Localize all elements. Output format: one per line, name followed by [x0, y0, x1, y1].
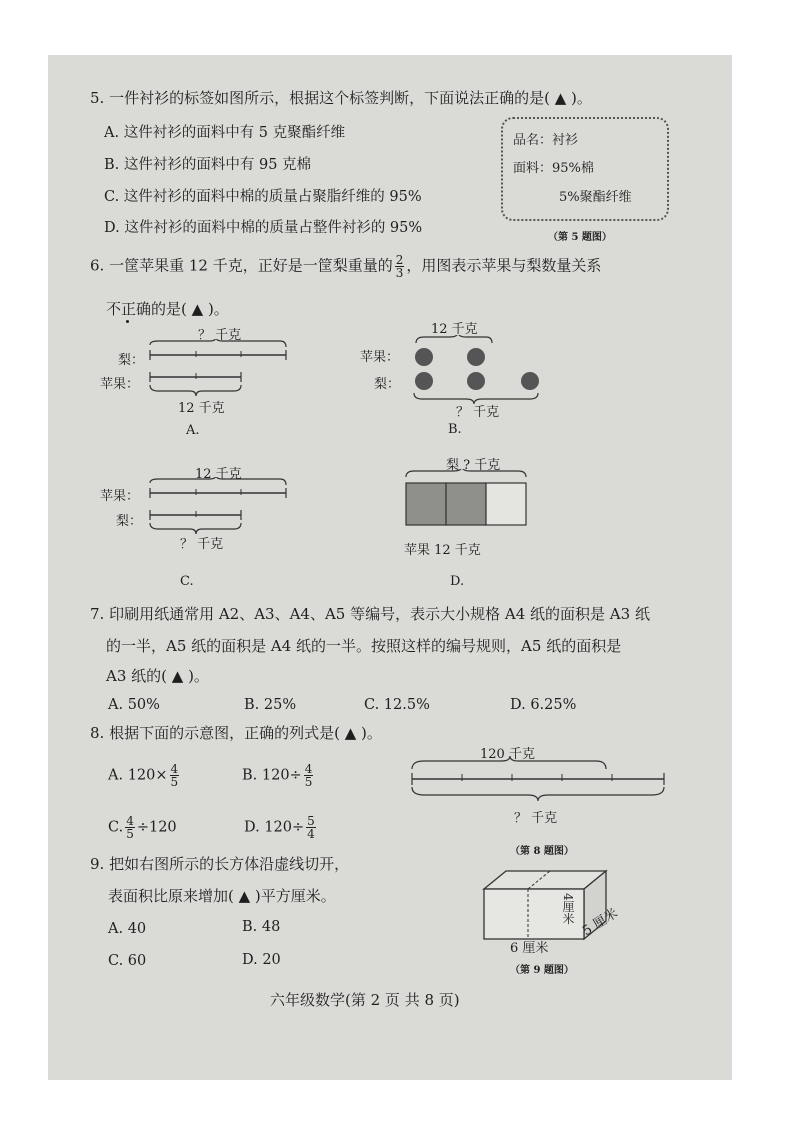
q8-diagram-bottom-label: ？ 千克	[514, 811, 558, 826]
q6-emphasis: 不正确	[106, 300, 152, 318]
q6b-circle-diagram	[408, 335, 548, 405]
q6a-letter: A.	[186, 423, 200, 438]
q5-option-b: B. 这件衬衫的面料中有 95 克棉	[104, 157, 312, 173]
q6-stem: 6. 一筐苹果重 12 千克，正好是一筐梨重量的 $\frac{2}{3}$ ，用图表示苹果与梨数量关系	[90, 253, 602, 280]
q6c-bar-diagram	[144, 477, 294, 537]
q8-caption: （第 8 题图）	[510, 846, 574, 857]
q7-line2: 的一半，A5 纸的面积是 A4 纸的一半。按照这样的编号规则，A5 纸的面积是	[106, 637, 622, 655]
apple-circle	[415, 348, 433, 366]
exam-page	[48, 55, 732, 1080]
q7-line3: A3 纸的( ▲ )。	[106, 667, 209, 685]
q7-option-a: A. 50%	[108, 697, 160, 713]
q8-bar-diagram	[406, 755, 676, 807]
label-line-polyester: 5%聚酯纤维	[559, 190, 632, 205]
q5-option-d: D. 这件衬衫的面料中棉的质量占整件衬衫的 95%	[104, 220, 423, 236]
apple-circle	[467, 348, 485, 366]
q7-line1: 7. 印刷用纸通常用 A2、A3、A4、A5 等编号，表示大小规格 A4 纸的面积是 A3 纸	[90, 605, 650, 623]
q7-option-d: D. 6.25%	[510, 697, 577, 713]
q6d-letter: D.	[450, 574, 465, 589]
q6c-letter: C.	[180, 574, 194, 589]
q6b-bottom-label: ？ 千克	[456, 405, 500, 420]
q6b-row2-label: 梨：	[374, 377, 401, 392]
q5-caption: （第 5 题图）	[548, 232, 612, 243]
pear-circle	[415, 372, 433, 390]
q9-width-label: 5 厘米	[580, 906, 621, 940]
q6-fraction: $\frac{2}{3}$	[395, 253, 404, 280]
q6a-bar-diagram	[144, 339, 294, 399]
q9-option-d: D. 20	[242, 952, 281, 968]
q6a-row2-label: 苹果：	[100, 377, 140, 392]
q6d-top-label: 梨 ? 千克	[446, 458, 501, 473]
q8-option-a: A. 120× $\frac{4}{5}$	[108, 762, 179, 789]
pear-circle	[521, 372, 539, 390]
q7-option-c: C. 12.5%	[364, 697, 430, 713]
q6c-top-label: 12 千克	[195, 467, 242, 482]
page-footer: 六年级数学(第 2 页 共 8 页)	[270, 991, 460, 1009]
q6a-bottom-label: 12 千克	[178, 401, 225, 416]
q6b-top-label: 12 千克	[431, 322, 478, 337]
q9-height-label: 4厘米	[561, 893, 575, 925]
q9-line1: 9. 把如右图所示的长方体沿虚线切开，	[90, 855, 350, 873]
q5-option-c: C. 这件衬衫的面料中棉的质量占聚脂纤维的 95%	[104, 189, 422, 205]
q6d-rectangle-diagram	[400, 469, 540, 531]
q9-option-b: B. 48	[242, 919, 281, 935]
shirt-label-tag	[501, 117, 669, 221]
q6c-bottom-label: ？ 千克	[180, 537, 224, 552]
label-line-name: 品名：衬衫	[513, 133, 579, 148]
q9-option-a: A. 40	[108, 921, 147, 937]
q9-caption: （第 9 题图）	[510, 965, 574, 976]
q6-stem-line2: 不正确的是( ▲ )。	[106, 300, 229, 318]
q6b-letter: B.	[448, 422, 462, 437]
q8-option-b: B. 120÷ $\frac{4}{5}$	[242, 762, 313, 789]
q5-stem: 5. 一件衬衫的标签如图所示，根据这个标签判断，下面说法正确的是( ▲ )。	[90, 89, 592, 107]
q9-option-c: C. 60	[108, 953, 147, 969]
q6a-row1-label: 梨：	[118, 353, 145, 368]
q6c-row1-label: 苹果：	[100, 489, 140, 504]
q8-diagram-top-label: 120 千克	[480, 747, 535, 762]
label-line-cotton: 面料：95%棉	[513, 161, 594, 176]
q9-length-label: 6 厘米	[510, 941, 549, 956]
q8-stem: 8. 根据下面的示意图，正确的列式是( ▲ )。	[90, 724, 382, 742]
q9-line2: 表面积比原来增加( ▲ )平方厘米。	[108, 887, 336, 905]
q6a-top-label: ？ 千克	[198, 328, 242, 343]
q6c-row2-label: 梨：	[116, 514, 143, 529]
q8-option-d: D. 120÷ $\frac{5}{4}$	[244, 814, 315, 841]
q7-option-b: B. 25%	[244, 697, 297, 713]
q5-option-a: A. 这件衬衫的面料中有 5 克聚酯纤维	[104, 125, 346, 141]
q6b-row1-label: 苹果：	[360, 350, 400, 365]
q6d-bottom-label: 苹果 12 千克	[404, 543, 481, 558]
pear-circle	[467, 372, 485, 390]
q8-option-c: C. $\frac{4}{5}$ ÷120	[108, 814, 177, 841]
